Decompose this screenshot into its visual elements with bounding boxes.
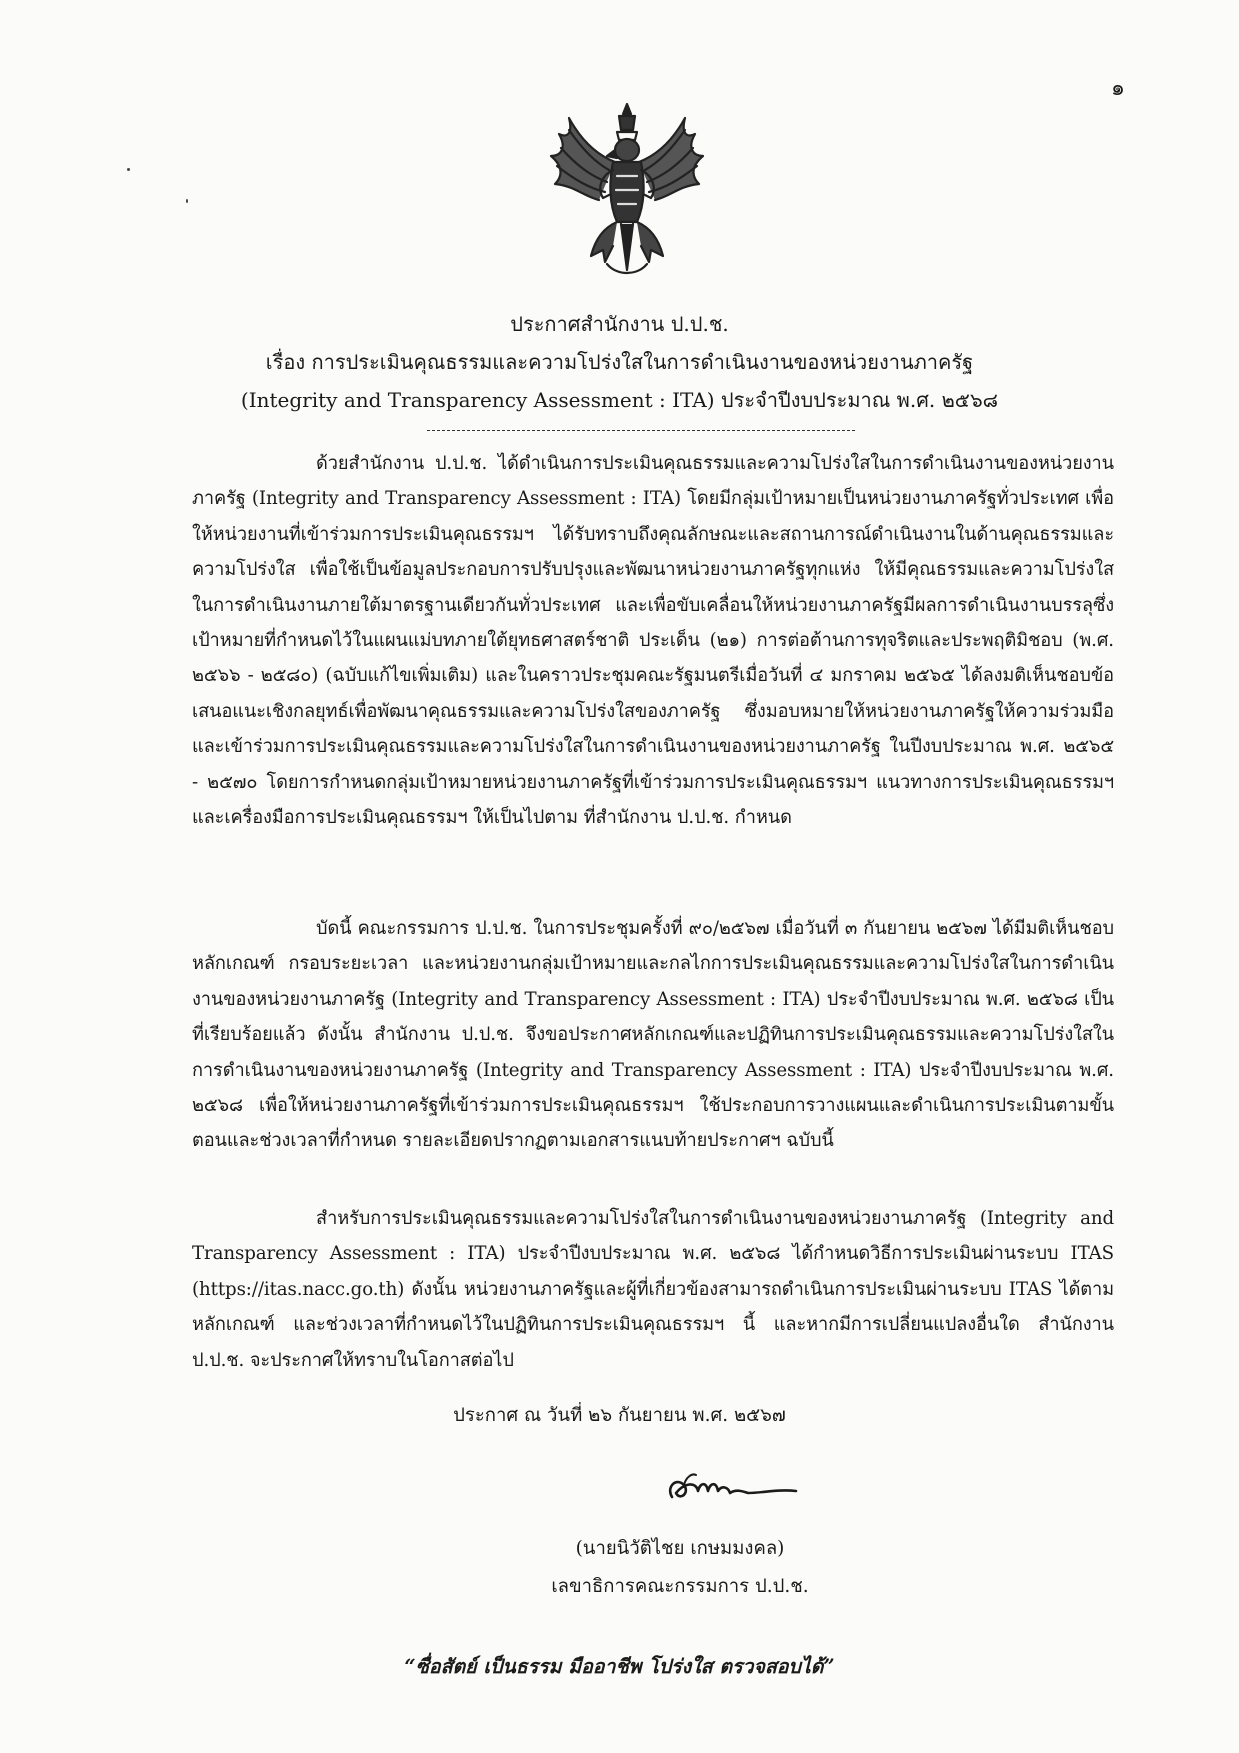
body-paragraph <box>192 446 1114 835</box>
garuda-emblem-icon <box>547 100 707 280</box>
announcement-subject: เรื่อง การประเมินคุณธรรมและความโปร่งใสในการดำเนินงานของหน่วยงานภาครัฐ <box>265 350 974 374</box>
scan-speck <box>186 199 188 203</box>
paragraph-text: สำหรับการประเมินคุณธรรมและความโปร่งใสในการดำเนินงานของหน่วยงานภาครัฐ (Integrity and Transparency Assessment : ITA) ประจำปีงบประมาณ พ.ศ. ๒๕๖๘ ได้กำหนดวิธีการประเมินผ่านระบบ ITAS (https://itas.nacc.go.th) ดังนั้น หน่วยงานภาครัฐและผู้ที่เกี่ยวข้องสามารถดำเนินการประเมินผ่านระบบ ITAS ได้ตามหลักเกณฑ์ และช่วงเวลาที่กำหนดไว้ในปฏิทินการประเมินคุณธรรมฯ นี้ และหากมีการเปลี่ยนแปลงอื่นใด สำนักงาน ป.ป.ช. จะประกาศให้ทราบในโอกาสต่อไป <box>192 1208 1114 1371</box>
announcement-date: ประกาศ ณ วันที่ ๒๖ กันยายน พ.ศ. ๒๕๖๗ <box>453 1405 786 1426</box>
signer-name: (นายนิวัติไชย เกษมมงคล) <box>575 1538 785 1559</box>
page-number: ๑ <box>1111 76 1125 101</box>
organization-motto: “ซื่อสัตย์ เป็นธรรม มืออาชีพ โปร่งใส ตรวจสอบได้” <box>404 1655 835 1678</box>
body-paragraph <box>192 1201 1114 1378</box>
announcement-subtitle: (Integrity and Transparency Assessment : ITA) ประจำปีงบประมาณ พ.ศ. ๒๕๖๘ <box>240 388 999 412</box>
body-paragraph <box>192 911 1114 1159</box>
signer-position: เลขาธิการคณะกรรมการ ป.ป.ช. <box>551 1576 809 1597</box>
scan-speck <box>127 168 130 171</box>
dashed-divider <box>427 430 855 431</box>
announcement-title: ประกาศสำนักงาน ป.ป.ช. <box>510 312 729 336</box>
paragraph-text: บัดนี้ คณะกรรมการ ป.ป.ช. ในการประชุมครั้งที่ ๙๐/๒๕๖๗ เมื่อวันที่ ๓ กันยายน ๒๕๖๗ ได้มีมติเห็นชอบหลักเกณฑ์ กรอบระยะเวลา และหน่วยงานกลุ่มเป้าหมายและกลไกการประเมินคุณธรรมและความโปร่งใสในการดำเนินงานของหน่วยงานภาครัฐ (Integrity and Transparency Assessment : ITA) ประจำปีงบประมาณ พ.ศ. ๒๕๖๘ เป็นที่เรียบร้อยแล้ว ดังนั้น สำนักงาน ป.ป.ช. จึงขอประกาศหลักเกณฑ์และปฏิทินการประเมินคุณธรรมและความโปร่งใสในการดำเนินงานของหน่วยงานภาครัฐ (Integrity and Transparency Assessment : ITA) ประจำปีงบประมาณ พ.ศ. ๒๕๖๘ เพื่อให้หน่วยงานภาครัฐที่เข้าร่วมการประเมินคุณธรรมฯ ใช้ประกอบการวางแผนและดำเนินการประเมินตามขั้นตอนและช่วงเวลาที่กำหนด รายละเอียดปรากฏตามเอกสารแนบท้ายประกาศฯ ฉบับนี้ <box>192 918 1114 1152</box>
paragraph-text: ด้วยสำนักงาน ป.ป.ช. ได้ดำเนินการประเมินคุณธรรมและความโปร่งใสในการดำเนินงานของหน่วยงานภาครัฐ (Integrity and Transparency Assessment : ITA) โดยมีกลุ่มเป้าหมายเป็นหน่วยงานภาครัฐทั่วประเทศ เพื่อให้หน่วยงานที่เข้าร่วมการประเมินคุณธรรมฯ ได้รับทราบถึงคุณลักษณะและสถานการณ์ดำเนินงานในด้านคุณธรรมและความโปร่งใส เพื่อใช้เป็นข้อมูลประกอบการปรับปรุงและพัฒนาหน่วยงานภาครัฐทุกแห่ง ให้มีคุณธรรมและความโปร่งใสในการดำเนินงานภายใต้มาตรฐานเดียวกันทั่วประเทศ และเพื่อขับเคลื่อนให้หน่วยงานภาครัฐมีผลการดำเนินงานบรรลุซึ่งเป้าหมายที่กำหนดไว้ในแผนแม่บทภายใต้ยุทธศาสตร์ชาติ ประเด็น (๒๑) การต่อต้านการทุจริตและประพฤติมิชอบ (พ.ศ. ๒๕๖๖ - ๒๕๘๐) (ฉบับแก้ไขเพิ่มเติม) และในคราวประชุมคณะรัฐมนตรีเมื่อวันที่ ๔ มกราคม ๒๕๖๕ ได้ลงมติเห็นชอบข้อเสนอแนะเชิงกลยุทธ์เพื่อพัฒนาคุณธรรมและความโปร่งใสของภาครัฐ ซึ่งมอบหมายให้หน่วยงานภาครัฐให้ความร่วมมือและเข้าร่วมการประเมินคุณธรรมและความโปร่งใสในการดำเนินงานของหน่วยงานภาครัฐ ในปีงบประมาณ พ.ศ. ๒๕๖๕ - ๒๕๗๐ โดยการกำหนดกลุ่มเป้าหมายหน่วยงานภาครัฐที่เข้าร่วมการประเมินคุณธรรมฯ แนวทางการประเมินคุณธรรมฯ และเครื่องมือการประเมินคุณธรรมฯ ให้เป็นไปตาม ที่สำนักงาน ป.ป.ช. กำหนด <box>192 453 1114 829</box>
handwritten-signature-icon <box>662 1463 802 1513</box>
